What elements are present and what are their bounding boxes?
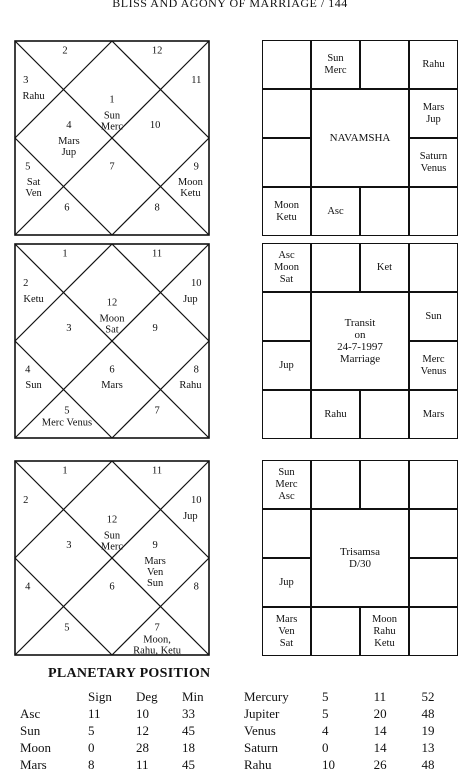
table-row: Rahu 10 26 48 xyxy=(244,756,435,772)
rasi-cell: Moon Ketu xyxy=(262,187,311,236)
table-row: Venus 4 14 19 xyxy=(244,722,435,738)
chart-center-label: Trisamsa D/30 xyxy=(311,509,409,607)
house-number: 1 xyxy=(62,248,68,260)
rasi-cell: Mars Ven Sat xyxy=(262,607,311,656)
house-planets: Moon Ketu xyxy=(177,177,203,200)
rasi-cell xyxy=(409,607,458,656)
house-number: 5 xyxy=(64,405,70,417)
table-row: Sun 5 12 45 xyxy=(20,722,195,738)
column-header: Sign xyxy=(88,688,112,704)
rasi-cell: Jup xyxy=(262,341,311,390)
planetary-position-table-right xyxy=(244,688,460,773)
rasi-cell: Asc Moon Sat xyxy=(262,243,311,292)
rasi-cell xyxy=(409,558,458,607)
table-row: Asc 11 10 33 xyxy=(20,705,195,721)
house-planets: Sun xyxy=(25,380,42,392)
house-number: 2 xyxy=(62,45,68,57)
rasi-cell xyxy=(360,187,409,236)
house-number: 3 xyxy=(66,323,72,335)
rasi-cell: Jup xyxy=(262,558,311,607)
house-number: 12 xyxy=(151,45,163,57)
house-planets: Rahu xyxy=(179,380,202,392)
house-number: 9 xyxy=(193,161,199,173)
rasi-cell: Moon Rahu Ketu xyxy=(360,607,409,656)
table-row: Mercury 5 11 52 xyxy=(244,688,435,704)
house-number: 10 xyxy=(191,495,202,507)
rasi-cell xyxy=(311,243,360,292)
planetary-position-title: PLANETARY POSITION xyxy=(48,666,211,681)
table-row: Moon 0 28 18 xyxy=(20,739,195,755)
table-row: Saturn 0 14 13 xyxy=(244,739,435,755)
rasi-cell: Merc Venus xyxy=(409,341,458,390)
rasi-cell xyxy=(262,390,311,439)
chart-center-label: NAVAMSHA xyxy=(311,89,409,187)
house-number: 7 xyxy=(109,161,115,173)
house-number: 10 xyxy=(149,120,161,132)
rasi-cell xyxy=(409,243,458,292)
house-number: 11 xyxy=(152,465,163,477)
house-number: 6 xyxy=(109,364,115,376)
house-number: 1 xyxy=(62,465,68,477)
rasi-cell xyxy=(360,40,409,89)
north-indian-chart-trisamsa-birth xyxy=(14,460,210,656)
house-number: 4 xyxy=(66,120,72,132)
house-planets: Rahu xyxy=(22,90,45,102)
rasi-cell xyxy=(262,40,311,89)
house-planets: Sun Merc xyxy=(100,530,124,553)
house-number: 5 xyxy=(64,622,70,634)
house-number: 6 xyxy=(64,202,70,214)
house-number: 3 xyxy=(23,75,29,87)
rasi-cell: Asc xyxy=(311,187,360,236)
house-planets: Mars Jup xyxy=(58,135,80,158)
house-number: 2 xyxy=(23,278,29,290)
house-number: 2 xyxy=(23,495,29,507)
rasi-cell xyxy=(262,138,311,187)
house-number: 9 xyxy=(152,540,158,552)
house-number: 4 xyxy=(25,364,31,376)
rasi-cell: Ket xyxy=(360,243,409,292)
column-header: Deg xyxy=(136,688,158,704)
north-indian-chart-transit-birth xyxy=(14,243,210,439)
house-number: 12 xyxy=(106,514,118,526)
house-planets: Ketu xyxy=(23,293,44,305)
house-number: 5 xyxy=(25,161,31,173)
rasi-cell: Mars xyxy=(409,390,458,439)
house-number: 8 xyxy=(193,364,199,376)
column-header: Min xyxy=(182,688,204,704)
house-planets: Jup xyxy=(183,293,198,305)
house-planets: Jup xyxy=(183,510,198,522)
rasi-cell: Sun Merc xyxy=(311,40,360,89)
house-number: 1 xyxy=(109,94,115,106)
rasi-cell: Rahu xyxy=(311,390,360,439)
house-number: 7 xyxy=(154,622,160,634)
rasi-cell: Rahu xyxy=(409,40,458,89)
rasi-cell xyxy=(262,292,311,341)
south-chart-navamsha xyxy=(262,40,458,236)
rasi-cell: Sun xyxy=(409,292,458,341)
house-planets: Moon Sat xyxy=(99,313,125,336)
house-planets: Moon, Rahu, Ketu xyxy=(133,634,181,656)
rasi-cell xyxy=(360,390,409,439)
rasi-cell: Mars Jup xyxy=(409,89,458,138)
house-planets: Sun Merc xyxy=(100,110,124,133)
south-chart-transit xyxy=(262,243,458,439)
table-row: Mars 8 11 45 xyxy=(20,756,195,772)
rasi-cell xyxy=(311,607,360,656)
house-number: 8 xyxy=(154,202,160,214)
table-row: Jupiter 5 20 48 xyxy=(244,705,435,721)
house-number: 9 xyxy=(152,323,158,335)
house-number: 3 xyxy=(66,540,72,552)
house-number: 11 xyxy=(191,75,202,87)
rasi-cell xyxy=(311,460,360,509)
house-number: 12 xyxy=(106,297,118,309)
house-number: 8 xyxy=(193,581,199,593)
table-header-row xyxy=(20,688,222,705)
house-planets: Merc Venus xyxy=(41,417,93,429)
house-number: 11 xyxy=(152,248,163,260)
rasi-cell xyxy=(360,460,409,509)
rasi-cell xyxy=(409,460,458,509)
north-indian-chart-rasi xyxy=(14,40,210,236)
house-number: 7 xyxy=(154,405,160,417)
house-planets: Mars Ven Sun xyxy=(144,555,166,589)
house-number: 6 xyxy=(109,581,115,593)
house-planets: Sat Ven xyxy=(25,177,42,200)
south-chart-trisamsa xyxy=(262,460,458,656)
house-number: 4 xyxy=(25,581,31,593)
rasi-cell xyxy=(409,187,458,236)
house-planets: Mars xyxy=(101,380,123,392)
house-number: 10 xyxy=(191,278,202,290)
rasi-cell xyxy=(262,509,311,558)
page-header: BLISS AND AGONY OF MARRIAGE / 144 xyxy=(112,0,348,10)
rasi-cell: Saturn Venus xyxy=(409,138,458,187)
rasi-cell: Sun Merc Asc xyxy=(262,460,311,509)
planetary-position-table-left xyxy=(20,688,222,773)
rasi-cell xyxy=(262,89,311,138)
rasi-cell xyxy=(409,509,458,558)
chart-center-label: Transit on 24-7-1997 Marriage xyxy=(311,292,409,390)
